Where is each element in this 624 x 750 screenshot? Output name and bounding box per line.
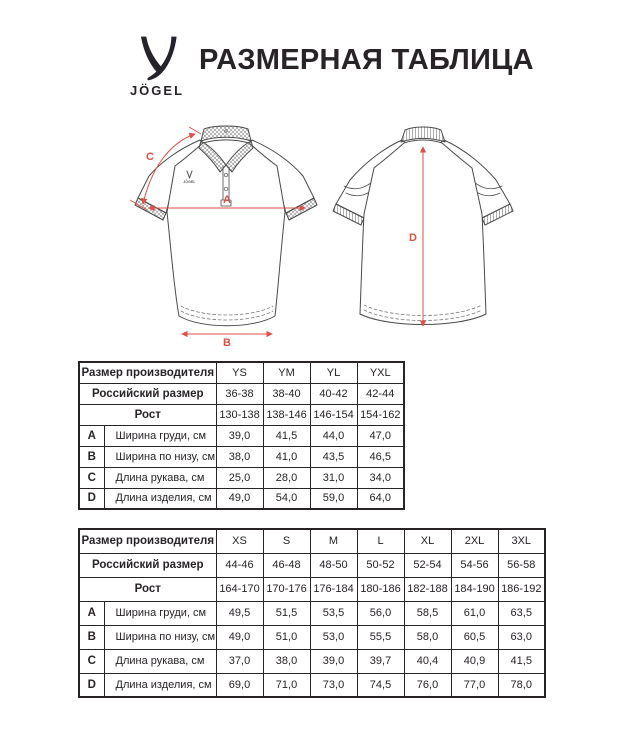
size-value: 40,4 [404, 649, 451, 673]
size-value: 63,0 [498, 625, 545, 649]
russian-size-range: 50-52 [357, 553, 404, 577]
size-code: XS [216, 529, 263, 553]
youth-size-table [78, 361, 405, 510]
size-code: S [263, 529, 310, 553]
size-value: 51,0 [263, 625, 310, 649]
measure-letter: C [79, 467, 104, 488]
size-value: 58,0 [404, 625, 451, 649]
russian-size-range: 44-46 [216, 553, 263, 577]
size-value: 46,5 [357, 446, 404, 467]
param-name: Ширина груди, см [104, 601, 216, 625]
size-value: 28,0 [263, 467, 310, 488]
size-value: 74,5 [357, 673, 404, 697]
height-range: 182-188 [404, 577, 451, 601]
front-button [224, 173, 228, 177]
size-code: XL [404, 529, 451, 553]
size-value: 49,5 [216, 601, 263, 625]
brand-wordmark: JÖGEL [129, 83, 185, 98]
size-code: L [357, 529, 404, 553]
table-row [79, 601, 545, 625]
size-value: 39,0 [310, 649, 357, 673]
height-range: 154-162 [357, 404, 404, 425]
size-value: 41,5 [263, 425, 310, 446]
size-code: YM [263, 362, 310, 383]
param-name: Длина рукава, см [104, 467, 216, 488]
size-value: 53,5 [310, 601, 357, 625]
size-value: 55,5 [357, 625, 404, 649]
measure-label-c: C [146, 151, 154, 163]
height-range: 170-176 [263, 577, 310, 601]
size-value: 41,0 [263, 446, 310, 467]
measure-letter: C [79, 649, 104, 673]
size-code: M [310, 529, 357, 553]
manufacturer-size-label: Размер производителя [79, 362, 216, 383]
front-collar-band [201, 126, 251, 141]
table-row [79, 577, 545, 601]
measure-letter: B [79, 446, 104, 467]
size-value: 73,0 [310, 673, 357, 697]
size-value: 53,0 [310, 625, 357, 649]
size-code: YL [310, 362, 357, 383]
table-row [79, 649, 545, 673]
measure-letter: B [79, 625, 104, 649]
size-value: 41,5 [498, 649, 545, 673]
back-shirt-diagram [318, 114, 533, 350]
measure-letter: D [79, 673, 104, 697]
front-button [224, 187, 228, 191]
adult-size-table [78, 528, 546, 698]
size-value: 47,0 [357, 425, 404, 446]
size-value: 60,5 [451, 625, 498, 649]
size-value: 56,0 [357, 601, 404, 625]
shirt-logo-text: JÖGEL [183, 180, 196, 184]
page-title: РАЗМЕРНАЯ ТАБЛИЦА [199, 44, 534, 76]
size-value: 78,0 [498, 673, 545, 697]
jogel-logo [122, 36, 192, 98]
size-value: 31,0 [310, 467, 357, 488]
size-code: YS [216, 362, 263, 383]
size-value: 51,5 [263, 601, 310, 625]
russian-size-range: 46-48 [263, 553, 310, 577]
table-row [79, 625, 545, 649]
front-body [167, 140, 285, 326]
russian-size-range: 48-50 [310, 553, 357, 577]
size-value: 37,0 [216, 649, 263, 673]
measure-letter: A [79, 601, 104, 625]
measure-label-b: B [223, 337, 231, 349]
size-value: 34,0 [357, 467, 404, 488]
table-row [79, 529, 545, 553]
measure-label-a: A [223, 194, 231, 206]
size-value: 63,5 [498, 601, 545, 625]
measure-label-d: D [409, 232, 417, 244]
height-label: Рост [79, 577, 216, 601]
size-value: 77,0 [451, 673, 498, 697]
manufacturer-size-label: Размер производителя [79, 529, 216, 553]
size-value: 40,9 [451, 649, 498, 673]
param-name: Длина изделия, см [104, 488, 216, 509]
size-value: 38,0 [216, 446, 263, 467]
russian-size-range: 40-42 [310, 383, 357, 404]
russian-size-range: 36-38 [216, 383, 263, 404]
size-value: 54,0 [263, 488, 310, 509]
height-range: 130-138 [216, 404, 263, 425]
height-range: 146-154 [310, 404, 357, 425]
height-range: 176-184 [310, 577, 357, 601]
russian-size-label: Российский размер [79, 383, 216, 404]
size-value: 49,0 [216, 488, 263, 509]
table-row [79, 383, 404, 404]
shirt-diagrams [103, 114, 533, 350]
size-value: 69,0 [216, 673, 263, 697]
param-name: Ширина груди, см [104, 425, 216, 446]
size-value: 25,0 [216, 467, 263, 488]
param-name: Длина рукава, см [104, 649, 216, 673]
measure-letter: D [79, 488, 104, 509]
front-collar-button [225, 130, 227, 132]
front-shirt-diagram [103, 114, 318, 350]
size-value: 58,5 [404, 601, 451, 625]
jogel-v-icon [132, 36, 182, 82]
measure-tick-top [189, 127, 201, 134]
russian-size-range: 38-40 [263, 383, 310, 404]
size-value: 39,7 [357, 649, 404, 673]
size-value: 39,0 [216, 425, 263, 446]
table-row [79, 467, 404, 488]
table-row [79, 488, 404, 509]
russian-size-range: 42-44 [357, 383, 404, 404]
height-range: 184-190 [451, 577, 498, 601]
height-range: 186-192 [498, 577, 545, 601]
russian-size-range: 54-56 [451, 553, 498, 577]
table-row [79, 553, 545, 577]
size-value: 76,0 [404, 673, 451, 697]
param-name: Ширина по низу, см [104, 446, 216, 467]
height-range: 138-146 [263, 404, 310, 425]
russian-size-label: Российский размер [79, 553, 216, 577]
size-value: 43,5 [310, 446, 357, 467]
table-row [79, 362, 404, 383]
size-value: 71,0 [263, 673, 310, 697]
size-code: 3XL [498, 529, 545, 553]
size-value: 49,0 [216, 625, 263, 649]
param-name: Длина изделия, см [104, 673, 216, 697]
size-value: 61,0 [451, 601, 498, 625]
size-value: 59,0 [310, 488, 357, 509]
table-row [79, 446, 404, 467]
height-range: 180-186 [357, 577, 404, 601]
russian-size-range: 52-54 [404, 553, 451, 577]
height-label: Рост [79, 404, 216, 425]
table-row [79, 673, 545, 697]
param-name: Ширина по низу, см [104, 625, 216, 649]
size-code: 2XL [451, 529, 498, 553]
size-code: YXL [357, 362, 404, 383]
size-value: 64,0 [357, 488, 404, 509]
measure-letter: A [79, 425, 104, 446]
table-row [79, 425, 404, 446]
height-range: 164-170 [216, 577, 263, 601]
size-value: 38,0 [263, 649, 310, 673]
size-value: 44,0 [310, 425, 357, 446]
russian-size-range: 56-58 [498, 553, 545, 577]
table-row [79, 404, 404, 425]
